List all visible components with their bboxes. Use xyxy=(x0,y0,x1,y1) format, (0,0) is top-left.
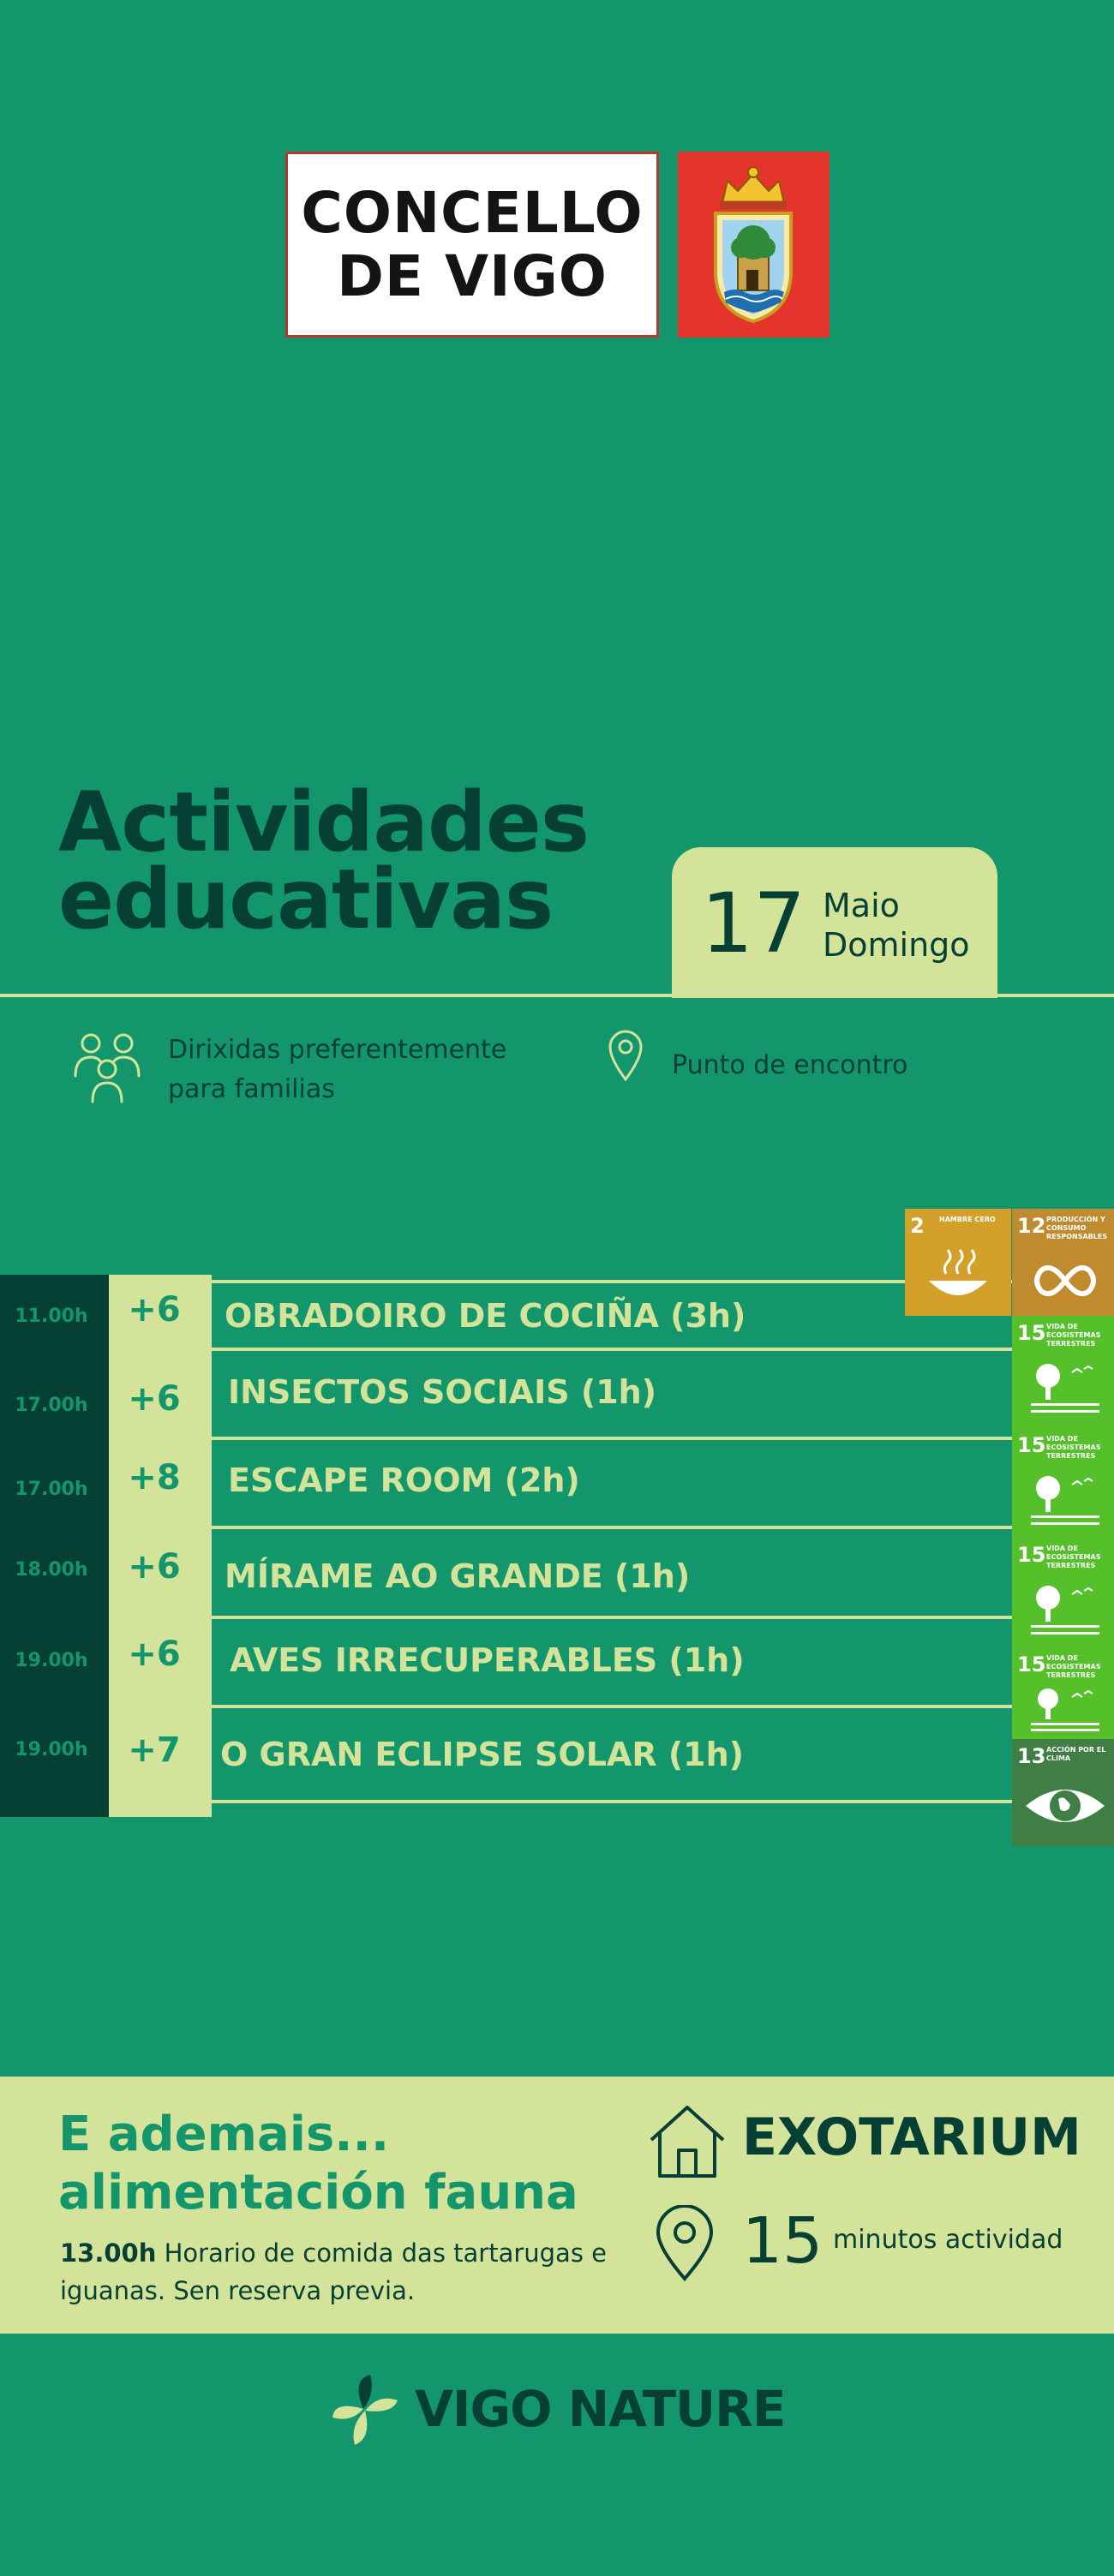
feeding-text: Horario de comida das tartarugas e iguanas. Sen reserva previa. xyxy=(60,2238,607,2305)
activity-age: +6 xyxy=(128,1290,181,1330)
feeding-description xyxy=(60,2234,608,2310)
sdg-tile-15 xyxy=(1012,1647,1114,1739)
activity-time: 18.00h xyxy=(15,1559,88,1581)
activity-age: +6 xyxy=(128,1379,181,1419)
date-month-weekday xyxy=(823,886,970,965)
sdg-label: ACCIÓN POR EL CLIMA xyxy=(1046,1746,1106,1762)
family-icon xyxy=(72,1031,149,1103)
coat-of-arms xyxy=(678,152,830,338)
coat-of-arms-icon xyxy=(678,152,830,338)
audience-line1: Dirixidas preferentemente xyxy=(168,1035,507,1065)
activity-time: 19.00h xyxy=(15,1650,88,1671)
sdg-number: 2 xyxy=(910,1214,925,1238)
sdg-number: 15 xyxy=(1017,1321,1046,1345)
row-divider xyxy=(212,1280,1012,1283)
time-column xyxy=(0,1275,110,1817)
row-divider xyxy=(212,1348,1012,1351)
activity-name: INSECTOS SOCIAIS (1h) xyxy=(228,1373,657,1411)
vigo-nature-leaf-icon xyxy=(326,2371,403,2448)
logo-line1: CONCELLO xyxy=(301,179,644,246)
meeting-point-text: Punto de encontro xyxy=(672,1050,908,1080)
logo-line2: DE VIGO xyxy=(337,242,608,309)
sdg-tile-12 xyxy=(1012,1209,1114,1316)
extra-heading-line1: E ademais... xyxy=(58,2107,390,2162)
location-pin-icon xyxy=(608,1030,643,1083)
sdg-label: VIDA DE ECOSISTEMAS TERRESTRES xyxy=(1046,1654,1101,1679)
row-divider xyxy=(212,1437,1012,1440)
concello-logo xyxy=(285,152,659,338)
date-month: Maio xyxy=(823,887,900,924)
row-divider xyxy=(212,1705,1012,1708)
row-divider xyxy=(212,1616,1012,1619)
sdg-tile-13 xyxy=(1012,1739,1114,1846)
sdg-tile-15 xyxy=(1012,1428,1114,1538)
sdg-number: 13 xyxy=(1017,1744,1046,1768)
duration-unit: minutos actividad xyxy=(833,2225,1063,2255)
sdg-label: HAMBRE CERO xyxy=(939,1216,996,1223)
audience-line2: para familias xyxy=(168,1074,335,1104)
activity-name: ESCAPE ROOM (2h) xyxy=(228,1461,580,1499)
date-weekday: Domingo xyxy=(823,926,970,964)
date-day: 17 xyxy=(701,876,806,971)
house-icon xyxy=(648,2104,727,2179)
row-divider xyxy=(212,1800,1012,1803)
sdg-number: 15 xyxy=(1017,1543,1046,1567)
row-divider xyxy=(212,1526,1012,1529)
activity-age: +8 xyxy=(128,1458,181,1497)
activity-name: MÍRAME AO GRANDE (1h) xyxy=(225,1557,691,1595)
sdg-label: PRODUCCIÓN Y CONSUMO RESPONSABLES xyxy=(1046,1216,1108,1240)
sdg-label: VIDA DE ECOSISTEMAS TERRESTRES xyxy=(1046,1323,1101,1348)
activity-name: AVES IRRECUPERABLES (1h) xyxy=(230,1641,745,1679)
activity-age: +6 xyxy=(128,1547,181,1587)
title-line2: educativas xyxy=(58,852,554,947)
sdg-number: 15 xyxy=(1017,1653,1046,1676)
sdg-number: 12 xyxy=(1017,1214,1046,1238)
audience-text xyxy=(168,1031,506,1109)
sdg-tile-15 xyxy=(1012,1316,1114,1428)
activity-age: +6 xyxy=(128,1635,181,1674)
footer-brand: VIGO NATURE xyxy=(415,2380,786,2438)
activity-time: 11.00h xyxy=(15,1306,88,1327)
activity-time: 19.00h xyxy=(15,1739,88,1760)
activity-time: 17.00h xyxy=(15,1479,88,1500)
duration-value: 15 xyxy=(742,2204,824,2278)
page-title xyxy=(58,774,589,947)
extra-heading xyxy=(58,2106,578,2222)
activity-time: 17.00h xyxy=(15,1395,88,1416)
activity-name: O GRAN ECLIPSE SOLAR (1h) xyxy=(220,1736,745,1773)
sdg-label: VIDA DE ECOSISTEMAS TERRESTRES xyxy=(1046,1545,1101,1569)
venue-name: EXOTARIUM xyxy=(742,2107,1081,2167)
sdg-tile-15 xyxy=(1012,1538,1114,1647)
sdg-tile-2 xyxy=(905,1209,1011,1316)
sdg-number: 15 xyxy=(1017,1433,1046,1457)
activity-age: +7 xyxy=(128,1730,181,1770)
sdg-label: VIDA DE ECOSISTEMAS TERRESTRES xyxy=(1046,1435,1101,1460)
extra-heading-line2: alimentación fauna xyxy=(58,2165,578,2220)
location-pin-icon xyxy=(655,2205,715,2282)
activity-name: OBRADOIRO DE COCIÑA (3h) xyxy=(225,1297,746,1335)
title-line1: Actividades xyxy=(58,774,589,870)
feeding-time: 13.00h xyxy=(60,2238,157,2268)
title-divider xyxy=(0,994,1114,997)
